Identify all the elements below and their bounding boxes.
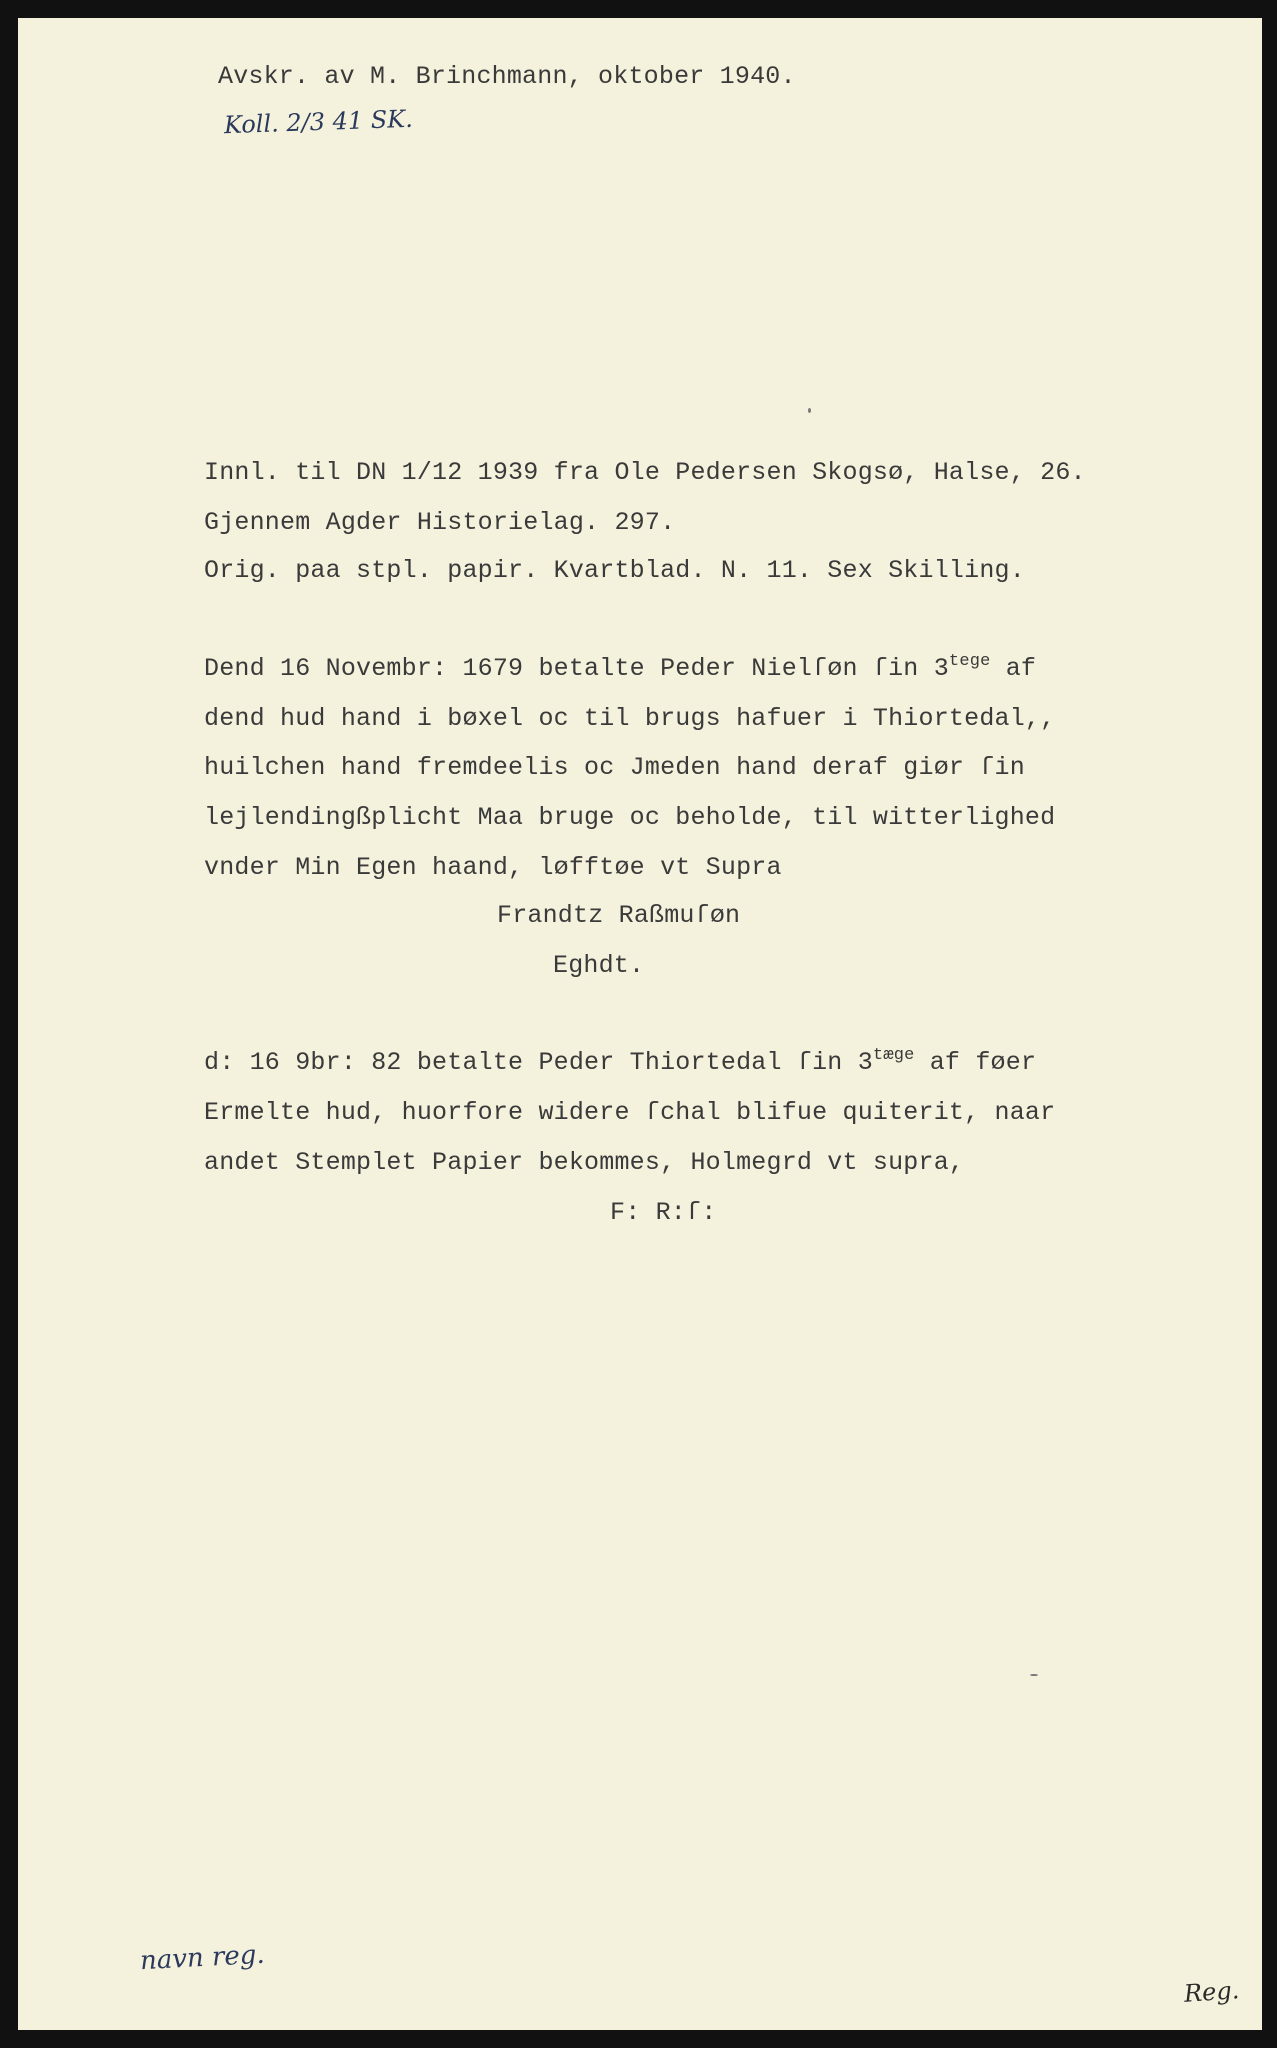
paper-speck	[1030, 1674, 1038, 1676]
provenance-line-2: Gjennem Agder Historielag. 297.	[204, 508, 676, 537]
transcription-note: Avskr. av M. Brinchmann, oktober 1940.	[218, 62, 796, 91]
entry1-line-4: lejlendingßplicht Maa bruge oc beholde, til witterlighed	[204, 803, 1056, 832]
entry1-line-5: vnder Min Egen haand, løfftøe vt Supra	[204, 853, 782, 882]
entry2-signature: F: R:ſ:	[610, 1198, 717, 1227]
provenance-line-3: Orig. paa stpl. papir. Kvartblad. N. 11. Sex Skilling.	[204, 556, 1025, 585]
paper-speck	[808, 408, 811, 413]
entry2-line-1: d: 16 9br: 82 betalte Peder Thiortedal ſin $3^{tæge}$ af føer	[204, 1046, 1037, 1077]
entry1-superscript: tege	[948, 652, 991, 671]
entry1-line-1: Dend 16 Novembr: 1679 betalte Peder Nielſøn ſin $3^{tege}$ af	[204, 652, 1037, 683]
document-page	[18, 18, 1262, 2030]
handwritten-reg-mark: Reg.	[1183, 1976, 1241, 2008]
provenance-line-1: Innl. til DN 1/12 1939 fra Ole Pedersen Skogsø, Halse, 26.	[204, 458, 1086, 487]
handwritten-collation-note: Koll. 2/3 41 SK.	[223, 104, 414, 140]
handwritten-register-note: navn reg.	[139, 1939, 266, 1977]
entry2-line-2: Ermelte hud, huorfore widere ſchal blifue quiterit, naar	[204, 1098, 1056, 1127]
entry1-line-2: dend hud hand i bøxel oc til brugs hafuer i Thiortedal,,	[204, 704, 1056, 733]
entry1-signature-note: Eghdt.	[553, 951, 645, 980]
entry1-line-3: huilchen hand fremdeelis oc Jmeden hand deraf giør ſin	[204, 753, 1025, 782]
entry2-superscript: tæge	[872, 1046, 915, 1065]
entry2-line-3: andet Stemplet Papier bekommes, Holmegrd vt supra,	[204, 1148, 965, 1177]
entry1-signature: Frandtz Raßmuſøn	[497, 901, 741, 930]
